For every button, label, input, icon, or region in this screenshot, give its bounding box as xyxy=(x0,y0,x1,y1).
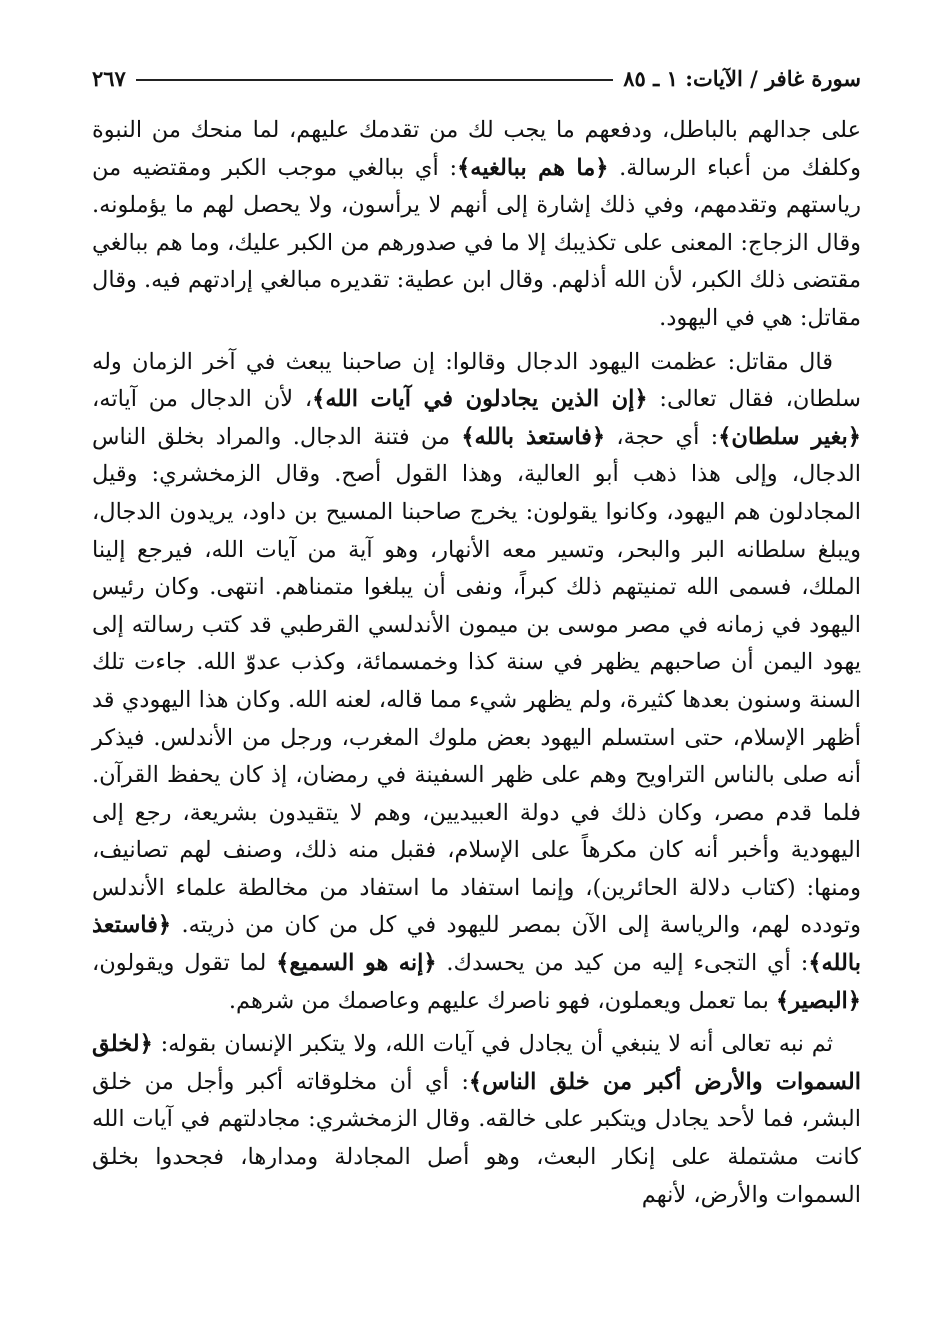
text-run: على جدالهم بالباطل، ودفعهم ما يجب لك من تقدمك عليهم، لما منحك من النبوة وكلفك من أعباء الرسالة. xyxy=(92,117,861,181)
text-run: : أي ببالغي موجب الكبر ومقتضيه من رياستهم وتقدمهم، وفي ذلك إشارة إلى أنهم لا يرأسون، ولا يحصل لهم ما يؤملونه. وقال الزجاج: المعنى على تكذيبك إلا ما في صدورهم من الكبر عليك، وما هم ببالغي مقتضى ذلك الكبر، لأن الله أذلهم. وقال ابن عطية: تقديره مبالغي إرادتهم فيه. وقال مقاتل: هي في اليهود. xyxy=(92,154,861,331)
body-text xyxy=(92,112,861,1214)
page-header xyxy=(92,60,861,96)
running-title: سورة غافر / الآيات: ١ ـ ٨٥ xyxy=(623,65,861,91)
quran-quote: ﴿إن الذين يجادلون في آيات الله﴾ xyxy=(312,386,648,413)
quran-quote: ﴿ما هم ببالغيه﴾ xyxy=(457,154,609,181)
paragraph xyxy=(92,112,861,338)
text-run: لما تقول ويقولون، xyxy=(92,950,277,977)
text-run: من فتنة الدجال. والمراد بخلق الناس الدجال، وإلى هذا ذهب أبو العالية، وهذا القول أصح. وقال الزمخشري: وقيل المجادلون هم اليهود، وكانوا يقولون: يخرج صاحبنا المسيح بن داود، يريدون الدجال، ويبلغ سلطانه البر والبحر، وتسير معه الأنهار، وهو آية من آيات الله، فيرجع إلينا الملك، فسمى الله تمنيتهم ذلك كبراً، ونفى أن يبلغوا متمناهم. انتهى. وكان رئيس اليهود في زمانه في مصر موسى بن ميمون الأندلسي القرطبي قد كتب رسالته إلى يهود اليمن أن صاحبهم يظهر في سنة كذا وخمسمائة، وكذب عدوّ الله. جاءت تلك السنة وسنون بعدها كثيرة، ولم يظهر شيء مما قاله، لعنه الله. وكان هذا اليهودي قد أظهر الإسلام، حتى استسلم اليهود بعض ملوك المغرب، ورجل من الأندلس. فيذكر أنه صلى بالناس التراويح وهم على ظهر السفينة في رمضان، إذ كان يحفظ القرآن. فلما قدم مصر، وكان ذلك في دولة العبيديين، وهم لا يتقيدون بشريعة، رجع إلى اليهودية وأخبر أنه كان مكرهاً على الإسلام، فقبل منه ذلك، وصنف لهم تصانيف، ومنها: (كتاب دلالة الحائرين)، وإنما استفاد ما استفاد من مخالطة علماء الأندلس وتودده لهم، والرياسة إلى الآن بمصر لليهود في كل من كان من ذريته. xyxy=(92,423,861,939)
text-run: قال مقاتل: عظمت اليهود الدجال وقالوا: إن صاحبنا يبعث في آخر الزمان وله سلطان، فقال تعالى: xyxy=(92,348,862,413)
page-number: ٢٦٧ xyxy=(92,65,126,91)
paragraph xyxy=(92,344,861,1021)
quran-quote: ﴿فاستعذ بالله﴾ xyxy=(461,423,606,450)
header-rule xyxy=(136,79,613,81)
text-run: : أي التجىء إليه من كيد من يحسدك. xyxy=(436,950,809,977)
quran-quote: ﴿لخلق السموات والأرض أكبر من خلق الناس﴾ xyxy=(92,1031,862,1095)
quran-quote: ﴿فاستعذ بالله﴾ xyxy=(92,912,861,977)
text-run: : أي حجة، xyxy=(605,423,719,450)
text-run: ، لأن الدجال من آياته، xyxy=(92,386,313,413)
quran-quote: ﴿البصير﴾ xyxy=(776,987,861,1014)
quran-quote: ﴿إنه هو السميع﴾ xyxy=(276,950,437,977)
text-run: بما تعمل ويعملون، فهو ناصرك عليهم وعاصمك من شرهم. xyxy=(228,987,777,1014)
text-run: ثم نبه تعالى أنه لا ينبغي أن يجادل في آيات الله، ولا يتكبر الإنسان بقوله: xyxy=(152,1031,833,1058)
quran-quote: ﴿بغير سلطان﴾ xyxy=(718,423,861,450)
text-run: : أي أن مخلوقاته أكبر وأجل من خلق البشر، فما لأحد يجادل ويتكبر على خالقه. وقال الزمخشري: مجادلتهم في آيات الله كانت مشتملة على إنكار البعث، وهو أصل المجادلة ومدارها، فجحدوا بخلق السموات والأرض، لأنهم xyxy=(92,1068,861,1208)
paragraph xyxy=(92,1026,861,1214)
